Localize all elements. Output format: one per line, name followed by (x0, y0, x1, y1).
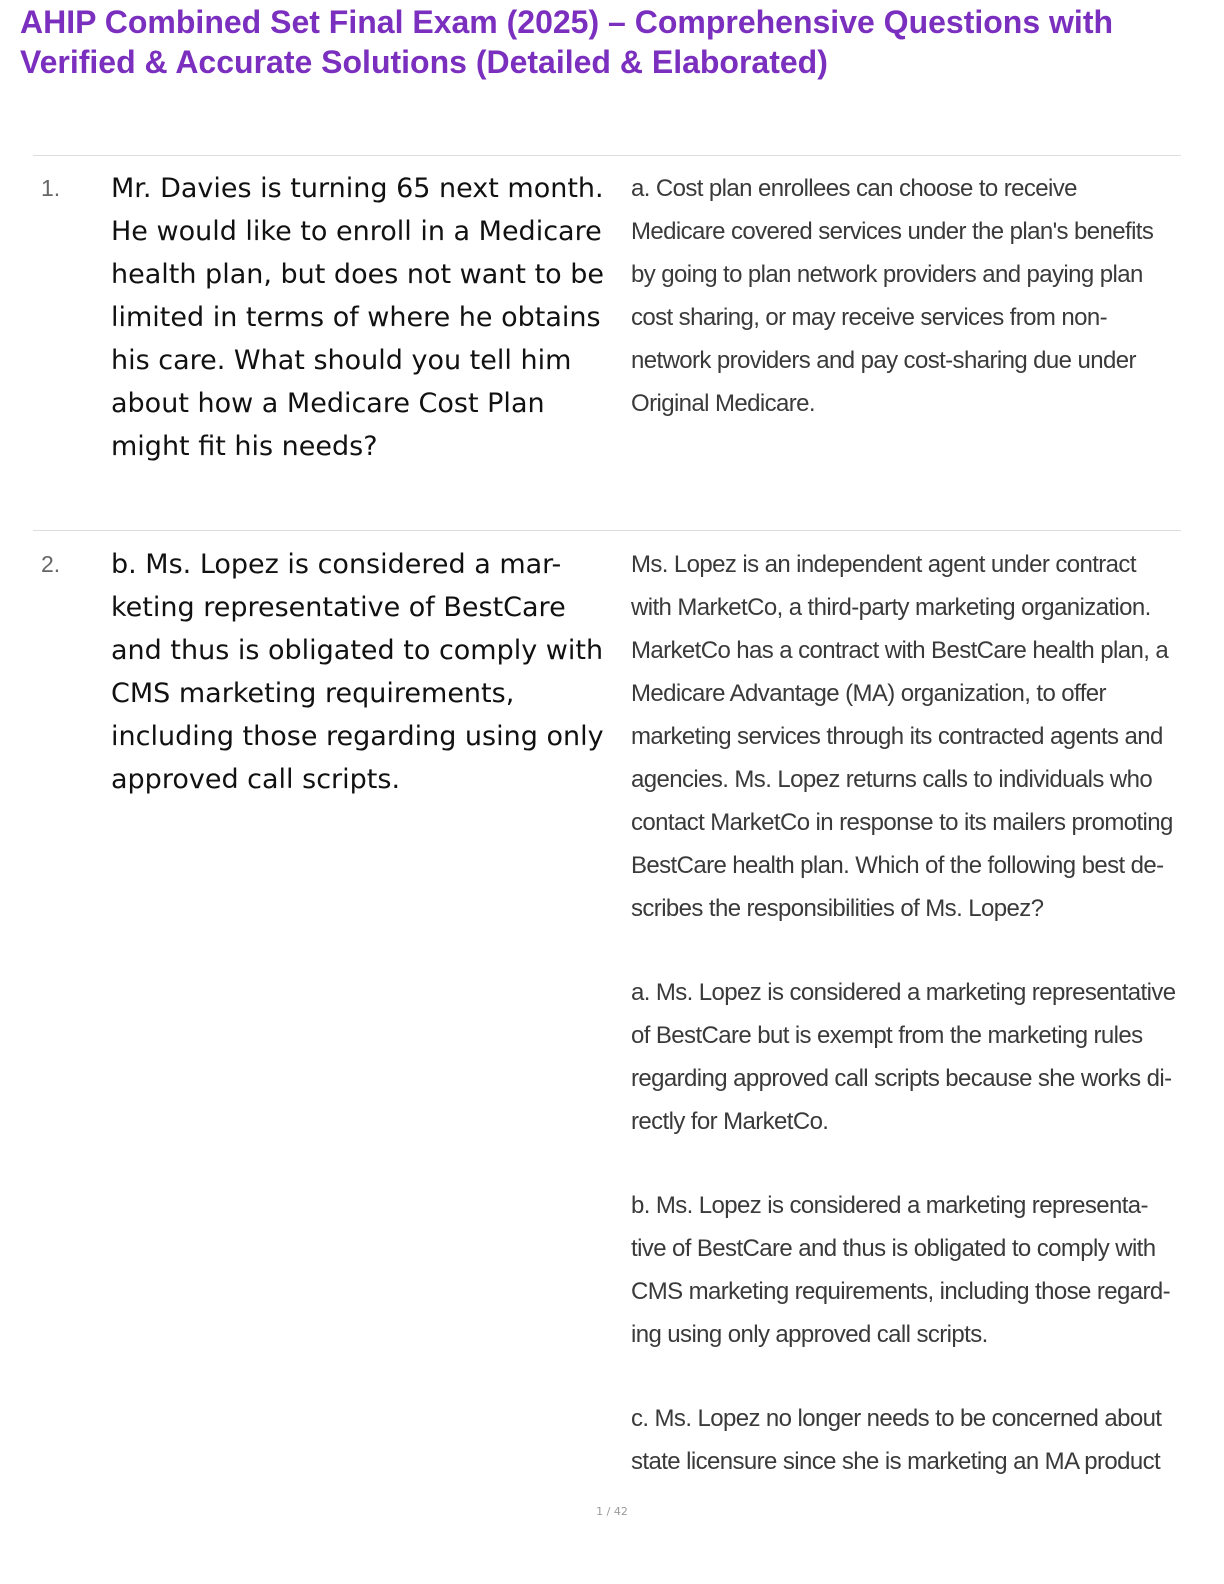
answer-column (631, 543, 1176, 1524)
question-number: 1. (41, 175, 61, 201)
answer-option-a: a. Ms. Lopez is considered a marketing representative of BestCare but is exempt from the marketing rules regarding approved call scripts because she works di- rectly for MarketCo. (631, 979, 1176, 1135)
answer-option-b: b. Ms. Lopez is considered a marketing representa- tive of BestCare and thus is obligated to comply with CMS marketing requirements, including those regard- ing using only approved call scripts. (631, 1192, 1170, 1348)
document-title: AHIP Combined Set Final Exam (2025) – Comprehensive Questions with Verified & Accurate Solutions (Detailed & Elaborated) (20, 4, 1114, 80)
divider (33, 155, 1181, 156)
page-indicator: 1 / 42 (596, 1505, 628, 1518)
answer-paragraph: a. Cost plan enrollees can choose to receive Medicare covered services under the plan's benefits by going to plan network providers and paying plan cost sharing, or may receive services from non-network providers and pay cost-sharing due under Original Medicare. (631, 175, 1154, 417)
question-number: 2. (41, 551, 61, 577)
answer-paragraph: Ms. Lopez is an independent agent under contract with MarketCo, a third-party marketing organization. MarketCo has a contract with BestCare health plan, a Medicare Advantage (MA) organization, to offer marketing services through its contracted agents and agencies. Ms. Lopez returns calls to individuals who contact MarketCo in response to its mailers promoting BestCare health plan. Which of the following best de- scribes the responsibilities of Ms. Lopez? (631, 551, 1173, 922)
divider (33, 530, 1181, 531)
question-text: b. Ms. Lopez is considered a mar- keting representative of BestCare and thus is obligated to comply with CMS marketing requirements, including those regarding using only approved call scripts. (111, 549, 604, 795)
answer-option-c: c. Ms. Lopez no longer needs to be concerned about state licensure since she is marketing an MA product (631, 1405, 1162, 1475)
answer-column (631, 167, 1176, 466)
question-text: Mr. Davies is turning 65 next month. He would like to enroll in a Medicare health plan, but does not want to be limited in terms of where he obtains his care. What should you tell him about how a Medicare Cost Plan might fit his needs? (111, 173, 605, 462)
